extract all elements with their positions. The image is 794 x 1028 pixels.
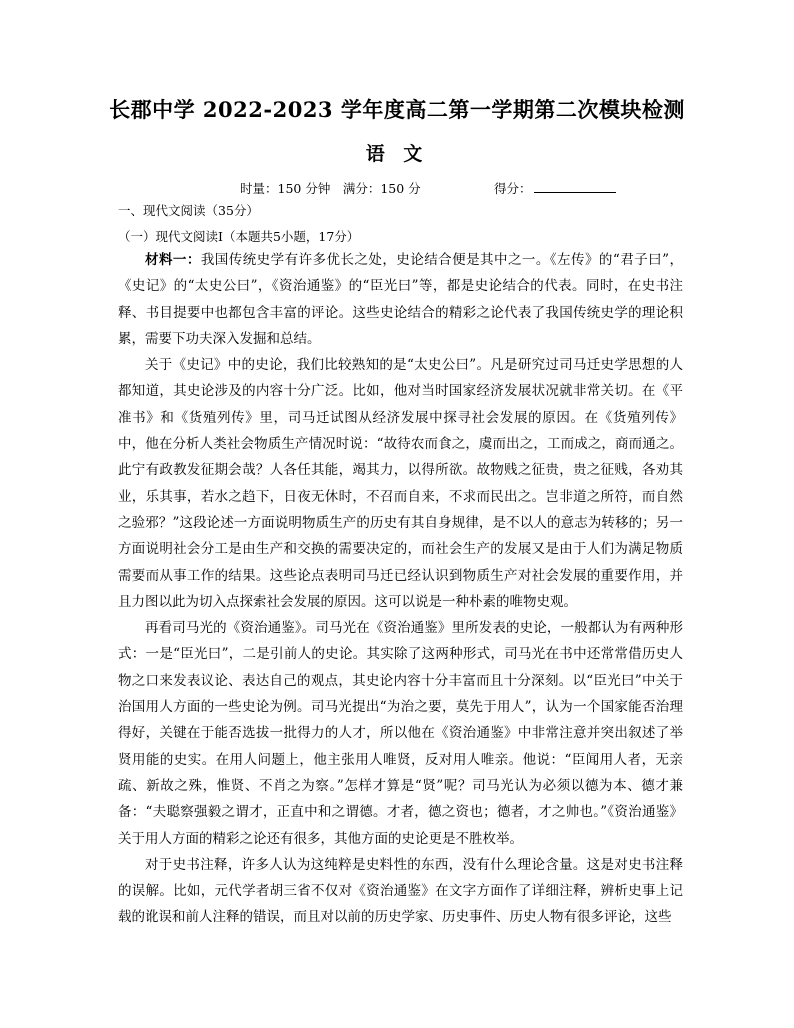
paragraph-4: 对于史书注释，许多人认为这纯粹是史料性的东西，没有什么理论含量。这是对史书注释的误解。比如，元代学者胡三省不仅对《资治通鉴》在文字方面作了详细注释，辨析史事上记载的讹误和前人注释的错误，而且对以前的历史学家、历史事件、历史人物有很多评论，这些 [118, 856, 683, 926]
paragraph-3: 再看司马光的《资治通鉴》。司马光在《资治通鉴》里所发表的史论，一般都认为有两种形式：一是“臣光曰”，二是引前人的史论。其实除了这两种形式，司马光在书中还常常借历史人物之口来发表议论、表达自己的观点，其史论内容十分丰富而且十分深刻。以“臣光曰”中关于治国用人方面的一些史论为例。司马光提出“为治之要，莫先于用人”，认为一个国家能否治理得好，关键在于能否选拔一批得力的人才，所以他在《资治通鉴》中非常注意并突出叙述了举贤用能的史实。在用人问题上，他主张用人唯贤，反对用人唯亲。他说：“臣闻用人者，无亲疏、新故之殊，惟贤、不肖之为察。”怎样才算是“贤”呢？司马光认为必须以德为本、德才兼备：“夫聪察强毅之谓才，正直中和之谓德。才者，德之资也；德者，才之帅也。”《资治通鉴》关于用人方面的精彩之论还有很多，其他方面的史论更是不胜枚举。 [118, 620, 683, 847]
time-info: 时量：150 分钟 满分：150 分 [240, 181, 421, 196]
subsection-heading: （一）现代文阅读Ⅰ（本题共5小题，17分） [118, 229, 360, 244]
paragraph-1 [118, 247, 683, 352]
score-label: 得分： [494, 181, 532, 196]
exam-title: 长郡中学 2022-2023 学年度高二第一学期第二次模块检测 [109, 97, 685, 122]
score-blank [534, 180, 616, 193]
reading-passage [118, 247, 683, 931]
subject-title: 语 文 [365, 143, 429, 165]
score-field [494, 179, 616, 197]
paragraph-2: 关于《史记》中的史论，我们比较熟知的是“太史公曰”。凡是研究过司马迁史学思想的人都知道，其史论涉及的内容十分广泛。比如，他对当时国家经济发展状况就非常关切。在《平准书》和《货殖列传》里，司马迁试图从经济发展中探寻社会发展的原因。在《货殖列传》中，他在分析人类社会物质生产情况时说：“故待农而食之，虞而出之，工而成之，商而通之。此宁有政教发征期会哉？人各任其能，竭其力，以得所欲。故物贱之征贵，贵之征贱，各劝其业，乐其事，若水之趋下，日夜无休时，不召而自来，不求而民出之。岂非道之所符，而自然之验邪？”这段论述一方面说明物质生产的历史有其自身规律，是不以人的意志为转移的；另一方面说明社会分工是由生产和交换的需要决定的，而社会生产的发展又是由于人们为满足物质需要而从事工作的结果。这些论点表明司马迁已经认识到物质生产对社会发展的重要作用，并且力图以此为切入点探索社会发展的原因。这可以说是一种朴素的唯物史观。 [118, 357, 683, 610]
paragraph-1-text: 我国传统史学有许多优长之处，史论结合便是其中之一。《左传》的“君子曰”，《史记》的“太史公曰”，《资治通鉴》的“臣光曰”等，都是史论结合的代表。同时，在史书注释、书目提要中也都包含丰富的评论。这些史论结合的精彩之论代表了我国传统史学的理论积累，需要下功夫深入发掘和总结。 [118, 252, 683, 347]
section-heading: 一、现代文阅读（35分） [118, 203, 259, 218]
material-label: 材料一： [145, 252, 201, 268]
